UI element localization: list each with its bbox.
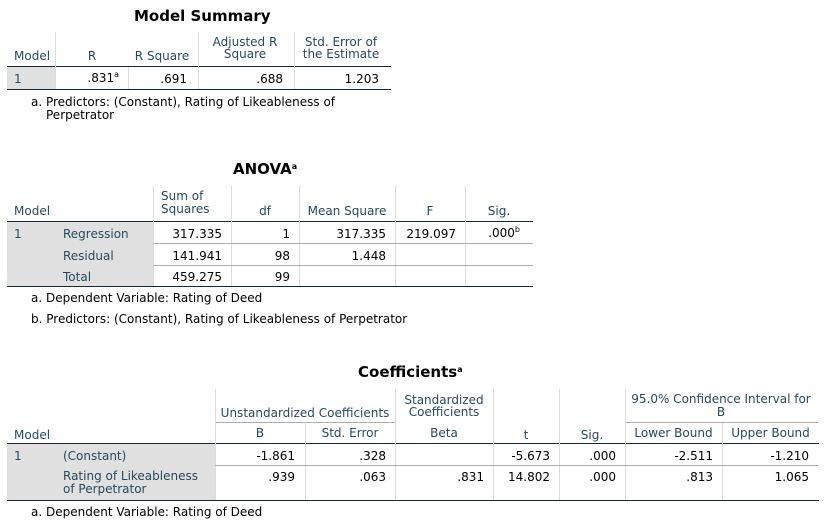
coef-upper: -1.210 (770, 449, 809, 463)
anova-sig: .000$^b$ (488, 225, 520, 240)
coef-se: .328 (359, 449, 386, 463)
anova-footnote-b: b. Predictors: (Constant), Rating of Likeableness of Perpetrator (31, 312, 408, 326)
coef-header-t: t (523, 428, 529, 442)
anova-ss: 317.335 (172, 227, 222, 241)
coef-header-upper: Upper Bound (731, 426, 810, 440)
anova-title: ANOVA$^a$ (233, 160, 298, 178)
anova-ss: 141.941 (172, 249, 222, 263)
ms-header-se-2: the Estimate (302, 47, 380, 61)
coef-upper: 1.065 (774, 470, 809, 484)
anova-model-number: 1 (14, 227, 22, 241)
anova-header-df: df (259, 204, 271, 218)
coef-header-ci-2: B (716, 405, 726, 419)
ms-header-adj-2: Square (223, 47, 267, 61)
anova-bottom-rule (7, 286, 533, 287)
anova-row-label: Total (63, 270, 92, 284)
ms-header-rule (7, 66, 391, 67)
anova-df: 1 (282, 227, 290, 241)
anova-header-model: Model (14, 204, 51, 218)
coef-beta: .831 (457, 470, 484, 484)
anova-ms: 317.335 (336, 227, 386, 241)
anova-header-ms: Mean Square (307, 204, 387, 218)
ms-header-r: R (87, 49, 97, 63)
anova-ms: 1.448 (351, 249, 386, 263)
coef-b: .939 (268, 470, 295, 484)
ms-footnote-2: Perpetrator (46, 108, 115, 122)
coefficients-title: Coefficients$^a$ (358, 363, 463, 381)
coef-header-std-error: Std. Error (321, 426, 379, 440)
coef-header-sig: Sig. (580, 428, 604, 442)
coef-b: -1.861 (256, 449, 295, 463)
coef-bottom-rule (7, 500, 819, 501)
ms-r-square-value: .691 (160, 72, 187, 86)
coef-sig: .000 (589, 470, 616, 484)
ms-model-number: 1 (14, 72, 22, 86)
coef-header-std-2: Coefficients (408, 405, 480, 419)
ms-header-model: Model (14, 49, 51, 63)
coef-header-unstd: Unstandardized Coefficients (220, 406, 390, 420)
anova-header-sig: Sig. (487, 204, 511, 218)
coef-header-beta: Beta (430, 426, 458, 440)
coef-row-rule (215, 465, 819, 466)
ms-header-adj-1: Adjusted R (212, 35, 278, 49)
coef-model-number: 1 (14, 449, 22, 463)
anova-f: 219.097 (406, 227, 456, 241)
anova-header-ss-1: Sum of (161, 189, 204, 203)
ms-header-r-square: R Square (134, 49, 190, 63)
ms-footnote-1: a. Predictors: (Constant), Rating of Likeableness of (31, 95, 336, 109)
model-summary-title: Model Summary (134, 7, 271, 25)
coef-row-label: (Constant) (63, 449, 127, 463)
anova-header-f: F (426, 204, 434, 218)
anova-ss: 459.275 (172, 270, 222, 284)
anova-row-rule (153, 243, 533, 244)
anova-row-label: Residual (63, 249, 114, 263)
coef-header-model: Model (14, 428, 51, 442)
anova-row-rule (153, 265, 533, 266)
coef-header-lower: Lower Bound (634, 426, 713, 440)
coef-row-label-2: of Perpetrator (63, 482, 147, 496)
anova-df: 98 (274, 249, 290, 263)
coef-se: .063 (359, 470, 386, 484)
anova-header-ss-2: Squares (161, 202, 210, 216)
ms-r-value: .831$^a$ (87, 70, 119, 85)
coef-row-label: Rating of Likeableness (63, 469, 198, 483)
ms-se-value: 1.203 (344, 72, 379, 86)
ms-adj-r-square-value: .688 (256, 72, 283, 86)
coef-header-b: B (255, 426, 265, 440)
anova-footnote-a: a. Dependent Variable: Rating of Deed (31, 291, 263, 305)
coef-lower: .813 (686, 470, 713, 484)
ms-header-se-1: Std. Error of (304, 35, 378, 49)
coef-t: 14.802 (508, 470, 550, 484)
coef-header-std-1: Standardized (404, 393, 484, 407)
anova-row-label: Regression (63, 227, 129, 241)
coef-sig: .000 (589, 449, 616, 463)
ms-bottom-rule (7, 89, 391, 90)
coef-t: -5.673 (511, 449, 550, 463)
coef-footnote-a: a. Dependent Variable: Rating of Deed (31, 505, 263, 519)
anova-df: 99 (274, 270, 290, 284)
coef-header-ci-1: 95.0% Confidence Interval for (631, 392, 811, 406)
coef-lower: -2.511 (674, 449, 713, 463)
